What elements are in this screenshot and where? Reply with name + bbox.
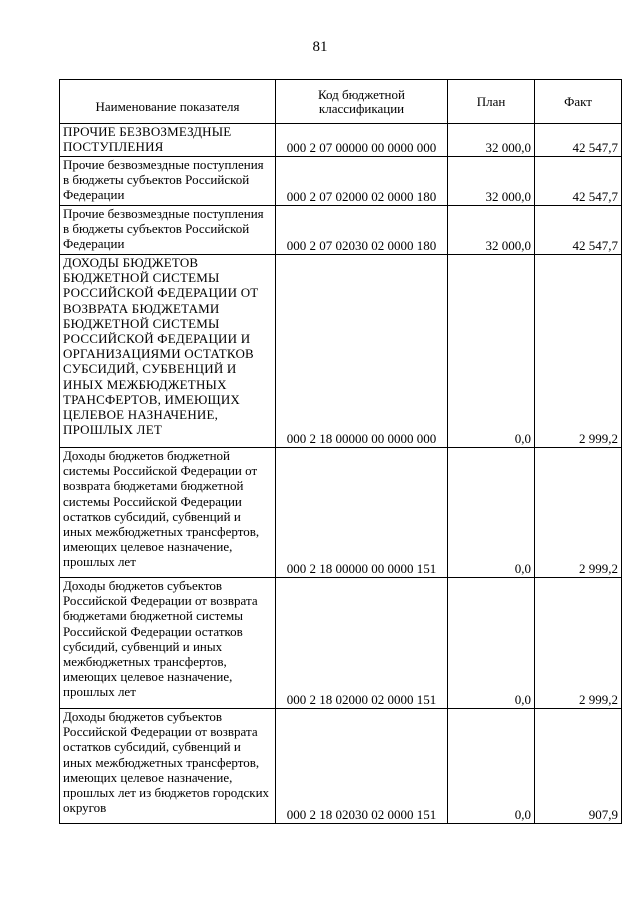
row-name: Доходы бюджетов субъектов Российской Федерации от возврата остатков субсидий, субвенций и иных межбюджетных трансфертов, имеющих целевое назначение, прошлых лет из бюджетов городских округов <box>60 709 276 824</box>
header-fact: Факт <box>535 80 622 124</box>
row-code: 000 2 07 02030 02 0000 180 <box>276 206 448 255</box>
row-plan: 32 000,0 <box>448 124 535 157</box>
row-plan: 0,0 <box>448 448 535 578</box>
row-code: 000 2 18 02030 02 0000 151 <box>276 709 448 824</box>
row-fact: 907,9 <box>535 709 622 824</box>
table-header-row <box>60 80 622 124</box>
row-code: 000 2 18 00000 00 0000 000 <box>276 255 448 448</box>
table-row <box>60 124 622 157</box>
row-fact: 2 999,2 <box>535 448 622 578</box>
header-code: Код бюджетной классификации <box>276 80 448 124</box>
table-row <box>60 157 622 206</box>
row-plan: 0,0 <box>448 578 535 709</box>
row-fact: 42 547,7 <box>535 157 622 206</box>
row-fact: 42 547,7 <box>535 206 622 255</box>
row-name: Доходы бюджетов субъектов Российской Федерации от возврата бюджетами бюджетной системы Российской Федерации остатков субсидий, субвенций и иных межбюджетных трансфертов, имеющих целевое назначение, прошлых лет <box>60 578 276 709</box>
row-code: 000 2 18 02000 02 0000 151 <box>276 578 448 709</box>
row-code: 000 2 18 00000 00 0000 151 <box>276 448 448 578</box>
row-name: Доходы бюджетов бюджетной системы Российской Федерации от возврата бюджетами бюджетной системы Российской Федерации остатков субсидий, субвенций и иных межбюджетных трансфертов, имеющих целевое назначение, прошлых лет <box>60 448 276 578</box>
row-name: ДОХОДЫ БЮДЖЕТОВ БЮДЖЕТНОЙ СИСТЕМЫ РОССИЙСКОЙ ФЕДЕРАЦИИ ОТ ВОЗВРАТА БЮДЖЕТАМИ БЮДЖЕТНОЙ СИСТЕМЫ РОССИЙСКОЙ ФЕДЕРАЦИИ И ОРГАНИЗАЦИЯМИ ОСТАТКОВ СУБСИДИЙ, СУБВЕНЦИЙ И ИНЫХ МЕЖБЮДЖЕТНЫХ ТРАНСФЕРТОВ, ИМЕЮЩИХ ЦЕЛЕВОЕ НАЗНАЧЕНИЕ, ПРОШЛЫХ ЛЕТ <box>60 255 276 448</box>
row-fact: 2 999,2 <box>535 578 622 709</box>
row-plan: 0,0 <box>448 709 535 824</box>
budget-table <box>59 79 622 824</box>
table-row <box>60 709 622 824</box>
row-code: 000 2 07 00000 00 0000 000 <box>276 124 448 157</box>
table-row <box>60 448 622 578</box>
row-name: Прочие безвозмездные поступления в бюджеты субъектов Российской Федерации <box>60 206 276 255</box>
header-plan: План <box>448 80 535 124</box>
header-name: Наименование показателя <box>60 80 276 124</box>
table-row <box>60 206 622 255</box>
row-plan: 32 000,0 <box>448 206 535 255</box>
table-row <box>60 255 622 448</box>
table-row <box>60 578 622 709</box>
row-plan: 32 000,0 <box>448 157 535 206</box>
row-code: 000 2 07 02000 02 0000 180 <box>276 157 448 206</box>
row-name: Прочие безвозмездные поступления в бюджеты субъектов Российской Федерации <box>60 157 276 206</box>
row-fact: 2 999,2 <box>535 255 622 448</box>
row-fact: 42 547,7 <box>535 124 622 157</box>
page-number: 81 <box>312 39 328 55</box>
row-name: ПРОЧИЕ БЕЗВОЗМЕЗДНЫЕ ПОСТУПЛЕНИЯ <box>60 124 276 157</box>
row-plan: 0,0 <box>448 255 535 448</box>
